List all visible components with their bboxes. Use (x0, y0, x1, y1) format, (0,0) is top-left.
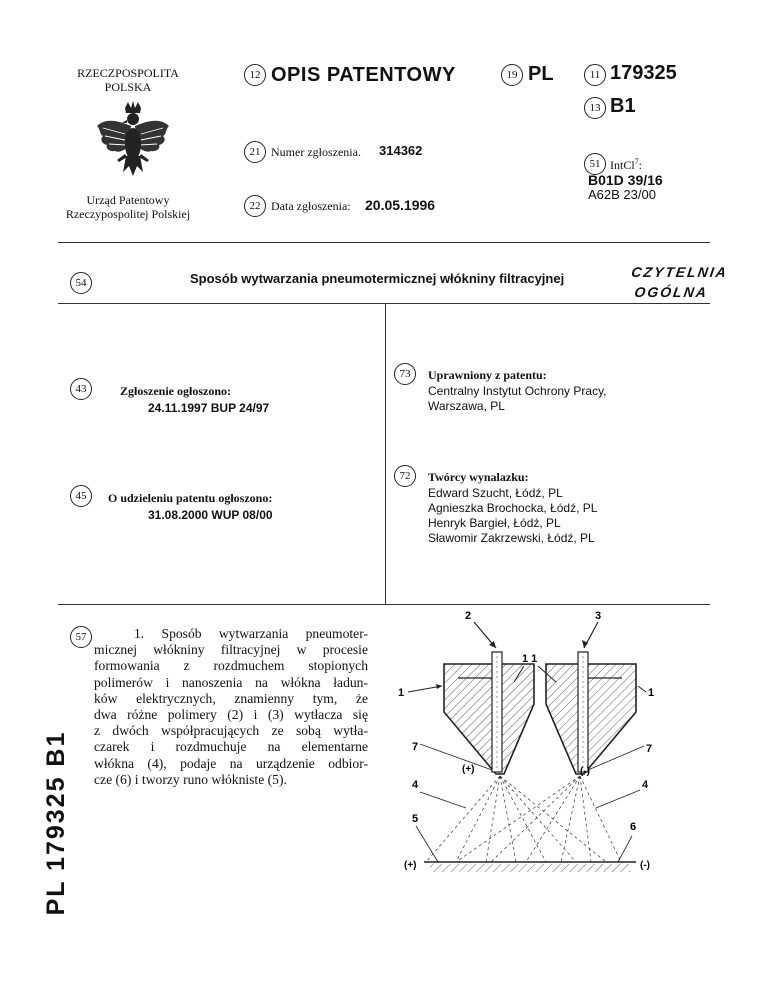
side-patent-id: PL 179325 B1 (42, 730, 70, 916)
stamp-line1: CZYTELNIA (630, 264, 730, 280)
country-line1: RZECZPOSPOLITA (77, 66, 179, 80)
inid-code-57: 57 (70, 626, 92, 648)
claim-text (94, 626, 368, 788)
inventor-item: Henryk Bargieł, Łódź, PL (428, 516, 561, 530)
owner-label: Uprawniony z patentu: (428, 368, 547, 382)
owner-name (428, 384, 607, 414)
country-code: PL (528, 63, 554, 85)
claim-line: formowania z rozdmuchem stopionych (94, 658, 368, 674)
office-line1: Urząd Patentowy (86, 193, 170, 207)
label-1-1: 1 1 (522, 653, 538, 665)
label-plus-top: (+) (462, 764, 475, 775)
claim-line: polimerów i nanoszenia na włókna ładun- (94, 674, 368, 690)
label-plus-bottom: (+) (404, 860, 417, 871)
inventor-item: Edward Szucht, Łódź, PL (428, 486, 563, 500)
patent-number: 179325 (610, 62, 677, 84)
inid-code-22: 22 (244, 195, 266, 217)
inid-code-19: 19 (501, 64, 523, 86)
claim-line: cze (6) i tworzy runo włókniste (5). (94, 771, 287, 787)
inid-code-72: 72 (394, 465, 416, 487)
title-divider (58, 303, 710, 304)
header-divider (58, 242, 710, 243)
document-type: OPIS PATENTOWY (271, 64, 456, 86)
inventors-label: Twórcy wynalazku: (428, 470, 529, 484)
column-divider (385, 303, 386, 605)
label-5: 5 (412, 813, 419, 825)
label-1-right: 1 (648, 687, 655, 699)
country-name (58, 66, 198, 94)
claim-line: czarek i rozdmuchuje na elementarne (94, 739, 368, 755)
label-minus-bottom: (-) (640, 860, 650, 871)
stamp-line2: OGÓLNA (633, 284, 710, 300)
label-4-left: 4 (412, 779, 419, 791)
inid-code-43: 43 (70, 378, 92, 400)
grant-label: O udzieleniu patentu ogłoszono: (108, 491, 273, 505)
intcl-text: IntCl (610, 158, 635, 172)
label-2: 2 (465, 610, 472, 622)
ipc-secondary: A62B 23/00 (588, 187, 656, 202)
label-6: 6 (630, 821, 637, 833)
owner-line1: Centralny Instytut Ochrony Pracy, (428, 384, 607, 398)
intcl-label (610, 157, 642, 173)
library-stamp (627, 262, 730, 302)
ipc-primary: B01D 39/16 (588, 172, 663, 188)
inid-code-73: 73 (394, 363, 416, 385)
office-line2: Rzeczypospolitej Polskiej (65, 207, 191, 221)
inventors-list (428, 486, 597, 546)
label-minus-top: (-) (580, 766, 590, 777)
label-1-left: 1 (398, 687, 405, 699)
claim-line: dwa różne polimery (2) i (3) wytłacza się (94, 707, 368, 723)
label-7-right: 7 (646, 743, 653, 755)
publication-value: 24.11.1997 BUP 24/97 (148, 401, 270, 415)
invention-title: Sposób wytwarzania pneumotermicznej włókniny filtracyjnej (190, 271, 565, 286)
claim-line: 1. Sposób wytwarzania pneumoter- (134, 626, 368, 641)
inid-code-45: 45 (70, 485, 92, 507)
application-number-label: Numer zgłoszenia. (271, 145, 361, 159)
inid-code-54: 54 (70, 272, 92, 294)
inventor-item: Agnieszka Brochocka, Łódź, PL (428, 501, 598, 515)
country-line2: POLSKA (104, 80, 152, 94)
office-name (38, 193, 218, 221)
inid-code-12: 12 (244, 64, 266, 86)
eagle-emblem-icon (95, 100, 171, 180)
inid-code-11: 11 (584, 64, 606, 86)
filing-date: 20.05.1996 (365, 197, 436, 213)
technical-drawing (396, 604, 686, 894)
application-number: 314362 (379, 143, 423, 158)
intcl-colon: : (638, 158, 643, 172)
label-7-left: 7 (412, 741, 419, 753)
right-die-head (546, 664, 636, 774)
kind-code: B1 (610, 95, 636, 117)
grant-value: 31.08.2000 WUP 08/00 (148, 508, 273, 522)
claim-line: włókna (4), podaje na urządzenie odbior- (94, 755, 368, 771)
claim-line: z dwóch współpracujących ze sobą wytła- (94, 723, 368, 739)
label-3: 3 (595, 610, 602, 622)
publication-label: Zgłoszenie ogłoszono: (120, 384, 231, 398)
owner-line2: Warszawa, PL (428, 399, 505, 413)
inid-code-51: 51 (584, 153, 606, 175)
inid-code-21: 21 (244, 141, 266, 163)
filing-date-label: Data zgłoszenia: (271, 199, 351, 213)
inid-code-13: 13 (584, 97, 606, 119)
claim-line: ków elektrycznych, znamienny tym, że (94, 690, 368, 706)
claim-line: micznej włókniny filtracyjnej w procesie (94, 642, 368, 658)
inventor-item: Sławomir Zakrzewski, Łódź, PL (428, 531, 595, 545)
label-4-right: 4 (642, 779, 649, 791)
intcl-superscript: 7 (634, 157, 639, 166)
